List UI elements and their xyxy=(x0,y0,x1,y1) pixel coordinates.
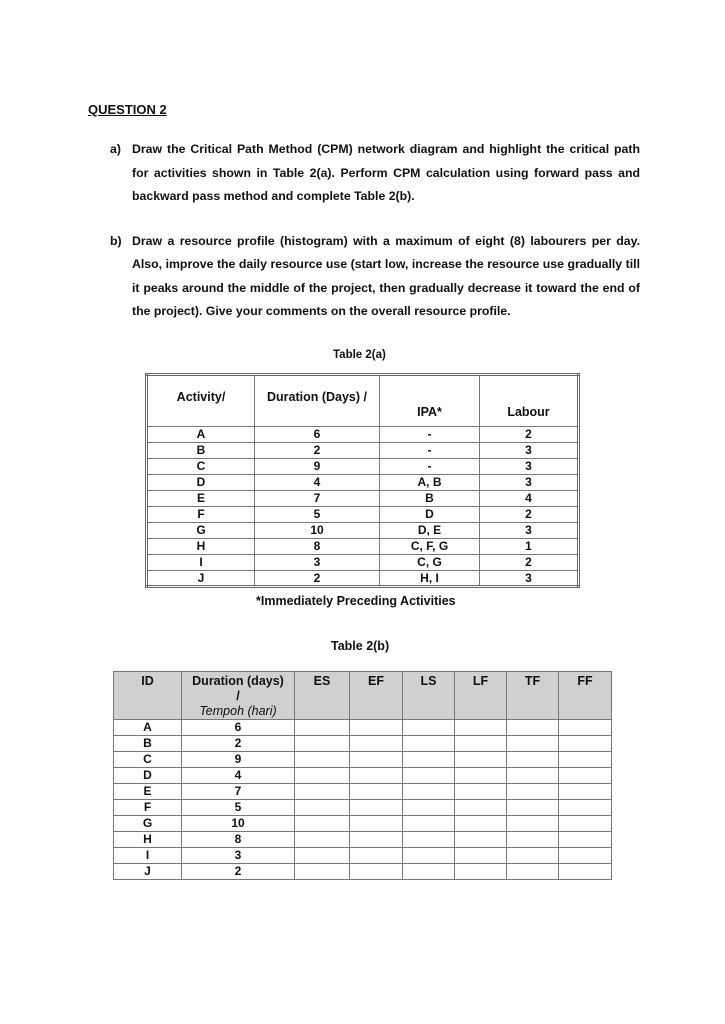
header-tf: TF xyxy=(507,671,559,719)
blank-answer-cell[interactable] xyxy=(403,783,455,799)
table-cell: 3 xyxy=(480,522,579,538)
table-cell: I xyxy=(147,554,255,570)
table-cell: 5 xyxy=(255,506,380,522)
table-cell: - xyxy=(380,458,480,474)
table-row xyxy=(147,506,579,522)
blank-answer-cell[interactable] xyxy=(507,863,559,879)
table-cell: 3 xyxy=(480,570,579,586)
question-title: QUESTION 2 xyxy=(88,102,167,117)
table-cell: H xyxy=(147,538,255,554)
table-cell: 1 xyxy=(480,538,579,554)
table-2b-caption: Table 2(b) xyxy=(331,638,390,653)
table-cell: D xyxy=(147,474,255,490)
table-2a-caption: Table 2(a) xyxy=(333,348,386,361)
blank-answer-cell[interactable] xyxy=(455,799,507,815)
header-id: ID xyxy=(114,671,182,719)
table-cell: A xyxy=(147,426,255,442)
table-cell: C xyxy=(114,751,182,767)
table-cell: 4 xyxy=(480,490,579,506)
table-row xyxy=(147,458,579,474)
table-cell: J xyxy=(114,863,182,879)
table-cell: F xyxy=(114,799,182,815)
table-row xyxy=(147,426,579,442)
table-cell: 2 xyxy=(255,442,380,458)
blank-answer-cell[interactable] xyxy=(295,831,350,847)
table-cell: 3 xyxy=(255,554,380,570)
blank-answer-cell[interactable] xyxy=(455,767,507,783)
blank-answer-cell[interactable] xyxy=(295,783,350,799)
blank-answer-cell[interactable] xyxy=(559,815,612,831)
table-cell: B xyxy=(114,735,182,751)
header-ipa: IPA* xyxy=(380,374,480,426)
blank-answer-cell[interactable] xyxy=(507,783,559,799)
header-es: ES xyxy=(295,671,350,719)
blank-answer-cell[interactable] xyxy=(507,799,559,815)
table-row xyxy=(114,847,612,863)
table-cell: 2 xyxy=(480,554,579,570)
blank-answer-cell[interactable] xyxy=(350,831,403,847)
table-cell: C xyxy=(147,458,255,474)
blank-answer-cell[interactable] xyxy=(403,735,455,751)
blank-answer-cell[interactable] xyxy=(559,831,612,847)
table-cell: 2 xyxy=(182,735,295,751)
blank-answer-cell[interactable] xyxy=(507,815,559,831)
table-cell: J xyxy=(147,570,255,586)
table-2a xyxy=(145,373,580,588)
table-row xyxy=(114,767,612,783)
table-cell: 6 xyxy=(182,719,295,735)
question-part-a xyxy=(110,138,640,209)
table-cell: 2 xyxy=(255,570,380,586)
blank-answer-cell[interactable] xyxy=(455,751,507,767)
table-cell: I xyxy=(114,847,182,863)
table-cell: 3 xyxy=(480,474,579,490)
blank-answer-cell[interactable] xyxy=(403,815,455,831)
table-row xyxy=(114,783,612,799)
blank-answer-cell[interactable] xyxy=(455,735,507,751)
table-cell: 2 xyxy=(480,426,579,442)
table-cell: - xyxy=(380,426,480,442)
blank-answer-cell[interactable] xyxy=(403,799,455,815)
duration-line2: / xyxy=(236,688,240,703)
table-row xyxy=(147,474,579,490)
blank-answer-cell[interactable] xyxy=(295,751,350,767)
blank-answer-cell[interactable] xyxy=(295,735,350,751)
question-part-b xyxy=(110,230,640,324)
table-cell: 10 xyxy=(182,815,295,831)
table-cell: 9 xyxy=(182,751,295,767)
part-text: Draw the Critical Path Method (CPM) network diagram and highlight the critical path for activities shown in Table 2(a). Perform CPM calculation using forward pass and backward pass method and complete Table 2(b). xyxy=(132,142,640,203)
table-cell: H, I xyxy=(380,570,480,586)
table-cell: C, F, G xyxy=(380,538,480,554)
blank-answer-cell[interactable] xyxy=(559,863,612,879)
table-cell: 2 xyxy=(480,506,579,522)
table-cell: 6 xyxy=(255,426,380,442)
blank-answer-cell[interactable] xyxy=(295,847,350,863)
blank-answer-cell[interactable] xyxy=(559,783,612,799)
table-cell: E xyxy=(147,490,255,506)
blank-answer-cell[interactable] xyxy=(507,751,559,767)
table-row xyxy=(114,799,612,815)
table-cell: G xyxy=(114,815,182,831)
blank-answer-cell[interactable] xyxy=(403,767,455,783)
table-cell: 8 xyxy=(182,831,295,847)
table-cell: 7 xyxy=(182,783,295,799)
blank-answer-cell[interactable] xyxy=(455,783,507,799)
blank-answer-cell[interactable] xyxy=(403,719,455,735)
table-row xyxy=(114,735,612,751)
header-ls: LS xyxy=(403,671,455,719)
table-row xyxy=(147,522,579,538)
table-cell: 4 xyxy=(255,474,380,490)
table-cell: 7 xyxy=(255,490,380,506)
table-row xyxy=(114,863,612,879)
blank-answer-cell[interactable] xyxy=(559,719,612,735)
blank-answer-cell[interactable] xyxy=(403,831,455,847)
table-row xyxy=(114,751,612,767)
table-row xyxy=(114,719,612,735)
blank-answer-cell[interactable] xyxy=(455,815,507,831)
table-2a-footnote: *Immediately Preceding Activities xyxy=(256,593,456,608)
blank-answer-cell[interactable] xyxy=(295,767,350,783)
blank-answer-cell[interactable] xyxy=(350,751,403,767)
blank-answer-cell[interactable] xyxy=(350,799,403,815)
table-cell: 3 xyxy=(182,847,295,863)
blank-answer-cell[interactable] xyxy=(403,751,455,767)
table-cell: F xyxy=(147,506,255,522)
blank-answer-cell[interactable] xyxy=(507,735,559,751)
header-ff: FF xyxy=(559,671,612,719)
blank-answer-cell[interactable] xyxy=(455,719,507,735)
table-cell: D xyxy=(380,506,480,522)
blank-answer-cell[interactable] xyxy=(507,831,559,847)
blank-answer-cell[interactable] xyxy=(350,735,403,751)
header-duration: Duration (Days) / xyxy=(255,374,380,426)
blank-answer-cell[interactable] xyxy=(350,783,403,799)
table-cell: 5 xyxy=(182,799,295,815)
table-row xyxy=(147,490,579,506)
blank-answer-cell[interactable] xyxy=(559,767,612,783)
blank-answer-cell[interactable] xyxy=(295,799,350,815)
part-label: b) xyxy=(110,233,122,248)
table-row xyxy=(147,554,579,570)
blank-answer-cell[interactable] xyxy=(559,799,612,815)
blank-answer-cell[interactable] xyxy=(295,863,350,879)
header-labour: Labour xyxy=(480,374,579,426)
table-row xyxy=(114,815,612,831)
table-cell: B xyxy=(147,442,255,458)
header-activity: Activity/ xyxy=(147,374,255,426)
duration-line3: Tempoh (hari) xyxy=(199,703,277,718)
table-cell: 4 xyxy=(182,767,295,783)
table-cell: A, B xyxy=(380,474,480,490)
blank-answer-cell[interactable] xyxy=(350,719,403,735)
table-cell: 3 xyxy=(480,442,579,458)
table-cell: H xyxy=(114,831,182,847)
duration-line1: Duration (days) xyxy=(192,673,284,688)
table-cell: A xyxy=(114,719,182,735)
blank-answer-cell[interactable] xyxy=(350,767,403,783)
table-cell: E xyxy=(114,783,182,799)
blank-answer-cell[interactable] xyxy=(507,719,559,735)
header-ef: EF xyxy=(350,671,403,719)
table-cell: 8 xyxy=(255,538,380,554)
part-label: a) xyxy=(110,142,121,156)
table-cell: 9 xyxy=(255,458,380,474)
blank-answer-cell[interactable] xyxy=(350,815,403,831)
blank-answer-cell[interactable] xyxy=(295,815,350,831)
table-cell: 3 xyxy=(480,458,579,474)
blank-answer-cell[interactable] xyxy=(559,847,612,863)
blank-answer-cell[interactable] xyxy=(350,863,403,879)
table-cell: D xyxy=(114,767,182,783)
table-row xyxy=(147,442,579,458)
part-text: Draw a resource profile (histogram) with a maximum of eight (8) labourers per day. Also, improve the daily resource use (start low, increase the resource use gradually till it peaks around the middle of the project, then gradually decrease it toward the end of the project). Give your comments on the overall resource profile. xyxy=(132,233,640,318)
header-duration xyxy=(182,671,295,719)
table-cell: C, G xyxy=(380,554,480,570)
table-cell: 10 xyxy=(255,522,380,538)
table-row xyxy=(147,570,579,586)
blank-answer-cell[interactable] xyxy=(403,847,455,863)
blank-answer-cell[interactable] xyxy=(507,847,559,863)
table-cell: G xyxy=(147,522,255,538)
table-2b xyxy=(113,671,612,880)
blank-answer-cell[interactable] xyxy=(507,767,559,783)
blank-answer-cell[interactable] xyxy=(559,751,612,767)
table-cell: 2 xyxy=(182,863,295,879)
table-cell: - xyxy=(380,442,480,458)
table-row xyxy=(114,831,612,847)
blank-answer-cell[interactable] xyxy=(403,863,455,879)
blank-answer-cell[interactable] xyxy=(559,735,612,751)
header-lf: LF xyxy=(455,671,507,719)
blank-answer-cell[interactable] xyxy=(295,719,350,735)
table-cell: B xyxy=(380,490,480,506)
table-cell: D, E xyxy=(380,522,480,538)
blank-answer-cell[interactable] xyxy=(455,847,507,863)
blank-answer-cell[interactable] xyxy=(455,831,507,847)
table-row xyxy=(147,538,579,554)
blank-answer-cell[interactable] xyxy=(350,847,403,863)
blank-answer-cell[interactable] xyxy=(455,863,507,879)
